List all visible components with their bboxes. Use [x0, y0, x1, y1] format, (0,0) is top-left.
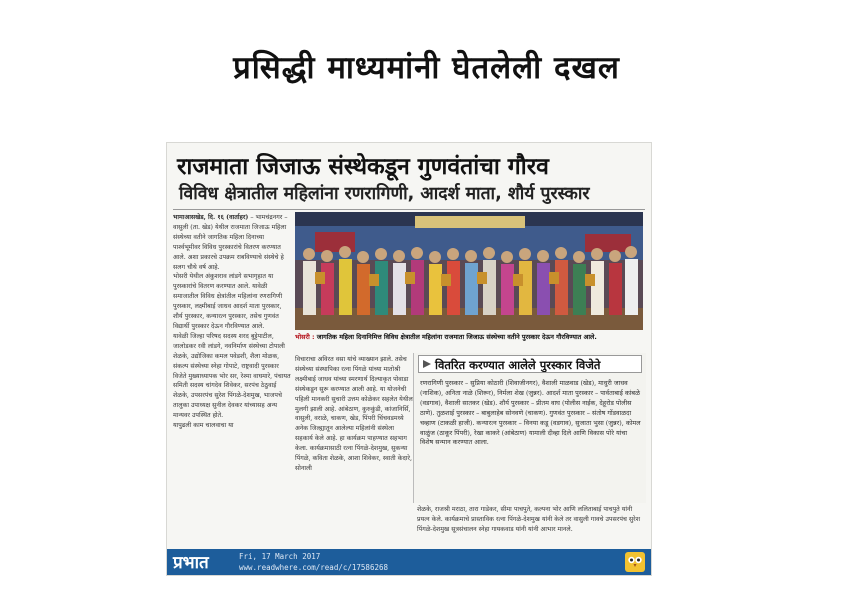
- article-paragraph: यापुढली काम चालवाचा या: [173, 422, 234, 430]
- newspaper-brand: प्रभात: [173, 553, 209, 573]
- award-group-photo-image: [295, 212, 643, 330]
- award-winners-title: वितरित करण्यात आलेले पुरस्कार विजेते: [435, 358, 601, 372]
- headline-divider: [173, 209, 645, 210]
- clipping-subheadline: विविध क्षेत्रातील महिलांना रणरागिणी, आदर्श माता, शौर्य पुरस्कार: [179, 184, 590, 204]
- owl-icon: [625, 552, 645, 572]
- photo-caption-text: जागतिक महिला दिनानिमित्त विविध क्षेत्रातील महिलांना राजमाता जिजाऊ संस्थेच्या वतीने पुरस्कार देऊन गौरविण्यात आले.: [316, 333, 597, 341]
- edition-date: Fri, 17 March 2017: [239, 552, 321, 561]
- article-paragraph: भोसरी येथील अंकुशराव लांडगे सभागृहात या पुरस्कारांचे वितरण करण्यात आले. यावेळी समाजातील विविध क्षेत्रांतील महिलांना रणरागिणी पुरस्कार, लक्ष्मीबाई जाधव आदर्श माता पुरस्कार, शौर्य पुरस्कार, कन्यारत्न पुरस्कार, तसेच गुणवंत विद्यार्थी पुरस्कार देऊन गौरविण्यात आले.: [173, 273, 283, 330]
- article-middle-column: विचाराचा अविरत वसा यांचे व्याख्यान झाले. तसेच संस्थेच्या संस्थापिका रत्ना पिंगळे यांच्या मातोश्री लक्ष्मीबाई जाधव यांच्या स्मरणार्थ दिल्याकृत पोवाडा संस्थेकडून सुरू करण्यात आली आहे. या योजनेची पहिली मानकरी सुचारी उत्तम कोळेकर सहलेत येथील मुलगी झाली आहे. आंबेठाण, कुरुकुंडी, कांजानिर्सि, वासुली, वराळे, चाकण, खेड, पिंपरी चिंचवडमध्ये अनेक जिल्ह्यातून आलेल्या महिलांनी संस्थेला सहकार्य केले आहे. हा कार्यक्रम पाहण्यात सहभाग केला. कार्यक्रमासाठी रत्ना पिंगळे-देशमुख, सुकन्या पिंगळे, कविता शेळके, आशा शिवेकर, स्वाती केदारे, सोनाली: [295, 356, 413, 472]
- article-dateline: भामाआसखेड, दि. १६ (वार्ताहर): [173, 214, 249, 221]
- award-winners-list: रणरागिणी पुरस्कार – सुप्रिया कोठारी (शिवाजीनगर), वैशाली माळवाड (खेड), माधुरी जाधव (नाशिक), अनिता नाळे (शिरूर), निर्मला शेख (जुन्नर). आदर्श माता पुरस्कार – पार्वताबाई कांबळे (वडगाव), वैशाली सातकर (खेड). शौर्य पुरस्कार – प्रीतम वाघ (पोलीस नाईक, देहूरोड पोलीस ठाणे). तुळशाई पुरस्कार – बाबुलाहेब सोनवणे (चाकण). गुणवंत पुरस्कार – संतोष गोंडवाळदा चव्हाण (टाकळी हाजी). कन्यारत्न पुरस्कार – विनया कडू (वडगाव), सुजाता भुसा (जुन्नर), कोमल वाळुंज (ठाकूर पिंपरी), रेखा काकरे (आंबेठाण) यामाली दीव्हा दिले आणि विकास पोरे यांचा विशेष सन्मान करण्यात आला.: [420, 379, 641, 447]
- newspaper-clipping: [166, 142, 652, 576]
- newspaper-footer: [167, 549, 651, 575]
- article-left-column: [173, 213, 291, 533]
- award-group-photo: [295, 212, 643, 330]
- award-winners-title-bar: [418, 355, 642, 373]
- article-paragraph: – भामचंद्रनगर – वासुली (ता. खेड) येथील राजमाता जिजाऊ महिला संस्थेच्या वतीने जागतिक महिला दिनाच्या पार्श्वभूमीवर विविध पुरस्कारांचे वितरण करण्यात आले. अशा प्रकारचे उपक्रम राबविण्याचे संस्थेचे हे सलग चौथे वर्ष आहे.: [173, 214, 288, 271]
- page-heading: प्रसिद्धी माध्यमांनी घेतलेली दखल: [233, 50, 620, 86]
- photo-caption-tag: भोसरी :: [295, 333, 315, 341]
- award-winners-box: [413, 353, 646, 503]
- pointer-icon: [422, 359, 432, 369]
- article-paragraph: यावेळी जिल्हा परिषद सदस्य शरद बुट्टेपाटील, जालोडकर रवी लांडगे, नवनिर्माण संस्थेच्या टोपाली शेळके, उद्योजिका कमल पवेडशी, शैला मोळक, संकल्प संस्थेच्या स्नेहा गोपाटे, राष्ट्रवादी पुरस्कार विजेते मुख्याध्यापक भोर सर, रेश्मा वाघमारे, पंचायत समिती सदस्य चांगदेव शिवेकर, सरपंच ठेठुवाई शेळके, उपसरपंच सुरेश पिंगळे-देशमुख, भाजपचे तालुका उपाध्यक्ष सुनील देवकर यांच्यासह अन्य मान्यवर उपस्थित होते.: [173, 332, 291, 420]
- article-bottom-text: शेळके, राजश्री मराठा, तारा गाडेकर, सीमा पाचपुते, कल्पना भोर आणि ललिताबाई पाचपुते यांनी प्रयत्न केले. कार्यक्रमाचे प्रास्ताविक रत्ना पिंगळे-देशमुख यांनी केले तर वासुली गावचे उपसरपंच सुरेश पिंगळे-देशमुख सूत्रसंचालन स्नेहा गायकवाड यांनी यांनी आभार मानले.: [417, 506, 641, 533]
- source-url: www.readwhere.com/read/c/17586268: [239, 563, 389, 572]
- photo-caption: [295, 333, 643, 349]
- clipping-headline: राजमाता जिजाऊ संस्थेकडून गुणवंतांचा गौरव: [177, 154, 549, 180]
